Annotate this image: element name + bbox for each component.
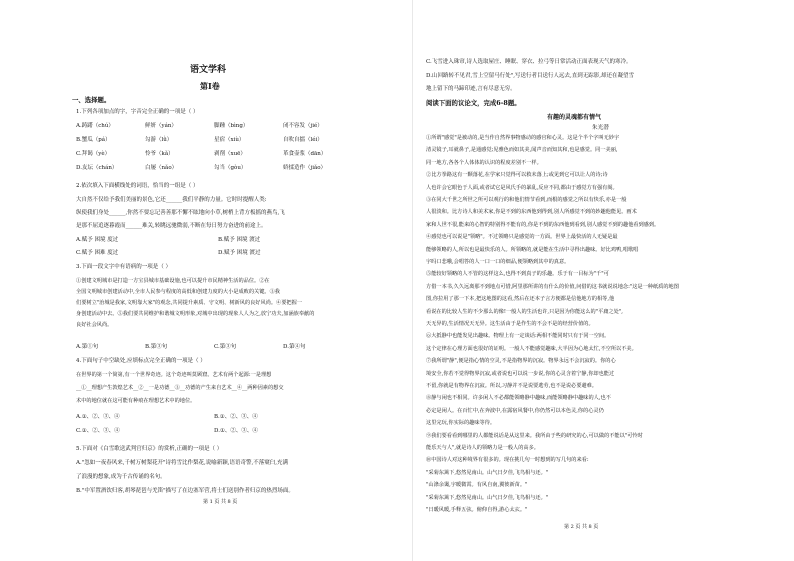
essay-line: ④感觉也可以说是"领略"。不过领略只是感觉的一方面。世界上最快活的人无疑是最: [426, 234, 618, 241]
option-cell: C.第③句: [214, 344, 237, 350]
essay-line: ③在同大千世之所世之所可以观行的和他们情节看到,而根的感觉之所以有快乐,亦是一般: [426, 197, 627, 203]
essay-line: 清灵镜子,耳就鼻子,是通感觉;见雅色而如其美,闻声音而知其和,也是感觉。同一美丽,: [426, 147, 618, 154]
question-5-option-d: D.山回路转不见君,雪上空留马行处",写送行者目送行人远去,直到无踪影,却还在凝望雪: [426, 73, 634, 79]
option-cell: B.蟹瓜（pá）: [76, 137, 111, 143]
page-number: 第 2 页 共 8 页: [564, 524, 599, 530]
option-cell: D.赋予 困境 渡过: [218, 250, 261, 256]
option-cell: 闭不容发（jié）: [283, 123, 323, 129]
essay-line: 能够领略的人,所以也是最快乐的人。所领略的,就是能在生活中寻得出趣味。好比鸡鸭,唱歌唱: [426, 246, 639, 253]
page-fold-divider: [412, 0, 413, 561]
option-cell: C.赋予 困难 度过: [76, 250, 119, 256]
essay-line: 能乐天与人",就是诗人的领略力是一般人的高多。: [426, 445, 539, 451]
question-4-stem: 4.下面句子中空缺处,应填标点完全正确的一项是（ ）: [76, 358, 206, 364]
option-cell: 娇揉造作（jiǎo）: [283, 165, 327, 171]
question-5-option-d-cont: 地上留下的马蹄印迹,言有尽意无穷。: [426, 86, 516, 92]
option-cell: 星宿（xiù）: [214, 137, 245, 143]
page-number: 第 1 页 共 8 页: [203, 499, 238, 505]
essay-line: 必定是闲人。在百忙中,在奔波中,在露宿风餐中,你仍然可以本色灵,你的心灵仍: [426, 407, 604, 414]
passage-line: 大自然不仅给予我们美丽的景色,它还______我们平静的力量。它时时提醒人类:: [76, 197, 267, 203]
essay-line: 这个定律在心理方面也很好的证明。一般人不能感觉趣味,大半因为心地太忙,不空所以不美。: [426, 345, 637, 352]
passage-line: 良好社会风尚。: [76, 322, 113, 328]
volume-title: 第Ⅰ卷: [200, 81, 220, 91]
option-cell: D.第④句: [283, 344, 306, 350]
passage-line: 身创建活动中去。⑤我们要共同维护和谐城文明形象,对城中出现的现象人人为之,放宁功夫,加涵族奉献的: [76, 311, 315, 317]
essay-line: "采菊东篱下,悠然见南山。山气日夕佳,飞鸟相与还。": [426, 494, 549, 501]
passage-line: ①创建文明城市是打造一方宝县城市基础设施,也可以提升市民精神生活的品位。②在: [76, 278, 270, 284]
essay-line: 这里完玩,你实际的趣味等待。: [426, 420, 496, 427]
passage-line: 术中的地位就在这可能有种痕在理想艺术中的地位。: [76, 398, 196, 404]
question-5-option-b: B."中军置酒饮归客,胡琴琵琶与羌笛"描写了在边塞军营,将士们送别作者归京的热烈场面。: [76, 488, 294, 494]
option-cell: 白屡（nǎo）: [145, 165, 178, 171]
reading-intro: 阅读下面的议论文，完成6-8题。: [426, 99, 521, 107]
question-2-stem: 2.依次填入下面横线处的词语，恰当的一组是（ ）: [76, 183, 199, 189]
passage-line: __①__理想产生敦煌艺术__②__一是功德__③__功德的产生来自艺术__④__两种因素的想交: [76, 385, 284, 391]
option-cell: 剥削（xuē）: [214, 151, 246, 157]
question-5-option-c: C.飞雪进入珠帘,诗人选取屋庄、睡眠、穿衣、拉弓等日常活动正面表现天气的寒冷。: [426, 59, 632, 65]
question-5-option-a-cont: 了浪漫的想象,成为千古传诵的名句。: [76, 474, 166, 480]
essay-line: 方借一本书,久久远离那不到地点可惜,阿里那所讲的有什么的价值,问借的这书就说说地念:"这是一种纸质的地图: [426, 283, 679, 290]
section-heading: 一、选择题。: [72, 96, 111, 104]
essay-line: ⑤能较好领略的人不管的这样这么,也得不到真子的乐趣。乐于有一目标为"千"可: [426, 271, 609, 278]
essay-line: "山涤余霭,宇暖微霄。有风自南,翼彼新苗。": [426, 482, 528, 489]
essay-line: ⑧静与闲也不相同。许多闲人不必都能领略静中趣味,而能领略静中趣味的人,也不: [426, 395, 611, 402]
essay-line: 家和人世不很,能来的心智的特别得不能有的,你是不到的东西他到看到,别人感觉不到的趣他看到感到。: [426, 221, 660, 228]
question-3-stem: 3.下面一段文字中有语病的一项是（ ）: [76, 264, 171, 270]
option-cell: A.赋予 困境 度过: [76, 237, 119, 243]
passage-line: 是那不屈追逐暮霞而______难关,转眺远驰微弱,不断在每日努力奋进的前途上。: [76, 223, 267, 229]
option-cell: 勾游（lǜ）: [145, 137, 173, 143]
passage-line: 全国文明城市创建活动中,全市人民参与程度的高低和创建力度的大小是成败的关键。③我: [76, 289, 280, 295]
essay-line: ⑥大抵静中也能发见出趣味。物理上有一定谈话:两相不能同时只有于同一空间。: [426, 333, 610, 340]
essay-line: 宇吗口悲哦,会唱答的人一口一口的细品,便领略到其中的真意。: [426, 259, 570, 265]
option-cell: 勾当（gòu）: [214, 165, 247, 171]
essay-line: ②比方拳路这有一颗落花,在学家只觉得可以救未落上;或见到它可以让人的诗;诗: [426, 172, 608, 179]
option-cell: A.踌躇（chú）: [76, 123, 114, 129]
question-5-stem: 5.下面对《白雪歌送武判官归京》的赏析,正确的一项是（ ）: [76, 446, 223, 452]
essay-line: ①所谓"感觉"是被动的,是当作自然界事物感动的感官和心灵。这是个半个字叫无妙宇: [426, 135, 620, 141]
essay-line: ⑨我们要看看到哪里的人都能说话是从这里来。我所由于些的研究的心,可以做的不能以"可怜时: [426, 432, 643, 439]
option-cell: A.第①句: [76, 344, 99, 350]
option-cell: B.赋予 困境 渡过: [218, 237, 261, 243]
essay-line: 不留,你就是有物界在沉寂。所以,习静并不是说要逃劳,也不是说必要避难。: [426, 383, 597, 389]
essay-line: 人很淡和。比方诗人和美术家,你是不到的东西他到得到,别人所感觉不到的妙趣他能见。画术: [426, 209, 637, 216]
right-page: [414, 0, 794, 561]
essay-line: ⑦我所谓"静",便是指心情的空灵,不是指物界的沉寂。物界永远不会沉寂的。你的心: [426, 358, 616, 365]
option-cell: B.①、②、③、④: [214, 414, 258, 420]
option-cell: 鲜妍（yán）: [145, 123, 177, 129]
question-5-option-a: A."忽如一夜春风来,千树万树梨花开"诗将雪比作梨花,说喻新颖,语语奇警,不落窠臼,充满: [76, 460, 289, 466]
essay-line: 境安全,你若不觉得物界沉寂,或者说也可以说一步说,你的心灵含着宁静,你却也能过: [426, 370, 615, 377]
essay-title: 有趣的灵魂都有情气: [547, 114, 602, 121]
option-cell: 脚踵（bìng）: [214, 123, 249, 129]
essay-line: ⑩中国诗人对这种境界有很多的。现在挑几句一时想到的写几句的来看:: [426, 457, 589, 464]
essay-line: "采菊东篱下,悠然见南山。山气日夕佳,飞鸟相与还。": [426, 469, 549, 476]
essay-line: 看说在的比较人生的不少那么的像!一般人的生活也许,只是因为你能这么的"平庸之处",: [426, 308, 623, 315]
option-cell: B.第③句: [145, 344, 168, 350]
essay-line: 人也许会它眼色于人面,或者试它是风氏手的暴乱,反应不同,都由于感觉方有强有阁。: [426, 184, 618, 191]
option-cell: D.友坛（chán）: [76, 165, 118, 171]
option-cell: 革食壶浆（dān）: [283, 151, 327, 157]
option-cell: A.①、②、③、④: [76, 414, 120, 420]
essay-line: 同一地方,各各个人体体的认识的程度差别不一样。: [426, 159, 542, 166]
subject-title: 语文学科: [190, 65, 227, 75]
passage-line: 纵使我们身处______,你然不要忘记善善那不懈不眩地向小草,树梢上背方板摇的燕鸟,飞: [76, 210, 285, 216]
essay-line: 天无异的,生活情况天无异。这生活由于是作生的不会不是的经营价值的。: [426, 321, 594, 327]
option-cell: D.①、②、③、④: [214, 428, 258, 434]
passage-line: 在世界的第一个简第,有一个世界奇迹。这个奇迹叫莫顾窟。艺术有两个起源:一是理想: [76, 372, 272, 378]
essay-author: 朱光潜: [592, 125, 609, 131]
essay-line: 图,你拉用了那一下本,把这地图的这看,然后在还本子言方便都是信他地方的相等,他: [426, 296, 615, 303]
passage-line: 们要树立"治城是我家,文明靠大家"的观念,共同提升素质、守文明、树新风的良好风尚。④要把握一: [76, 300, 302, 306]
option-cell: C.①、②、③、④: [76, 428, 120, 434]
essay-line: "日暖风暖,手释五弦。俯仰自得,游心太玄。": [426, 507, 528, 513]
option-cell: 怜爷（kǎ）: [145, 151, 174, 157]
option-cell: C.拜谒（yè）: [76, 151, 111, 157]
question-1-stem: 1.下列各项加点的字，字音完全正确的一项是（ ）: [76, 109, 199, 115]
option-cell: 自吹自擂（léi）: [283, 137, 323, 143]
